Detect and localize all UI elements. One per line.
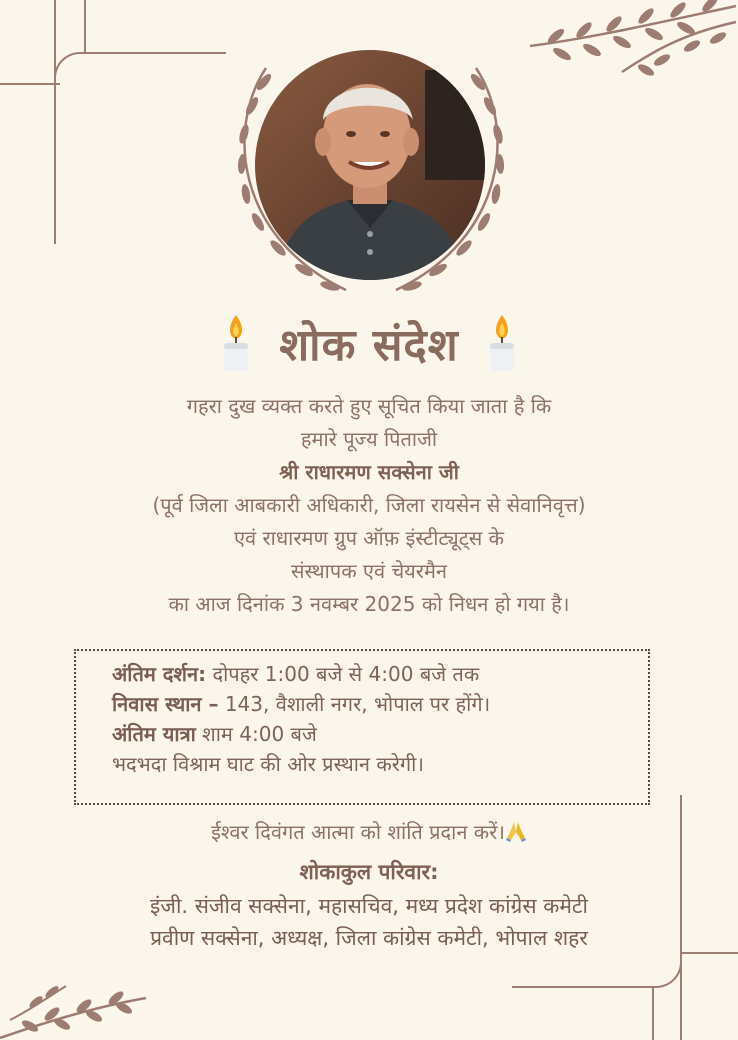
yatra-label: अंतिम यात्रा <box>112 722 196 746</box>
details-box <box>74 649 650 805</box>
yatra-value: शाम 4:00 बजे <box>195 722 317 746</box>
family-member: इंजी. संजीव सक्सेना, महासचिव, मध्य प्रदेश कांग्रेस कमेटी <box>150 894 588 918</box>
branch-decoration-bottom-left <box>0 980 150 1040</box>
residence-row <box>112 689 648 719</box>
prayer-line <box>0 815 738 849</box>
intro-line: संस्थापक एवं चेयरमैन <box>290 559 447 583</box>
page-title: शोक संदेश <box>279 320 459 371</box>
portrait-photo <box>255 50 485 280</box>
intro-line: एवं राधारमण ग्रुप ऑफ़ इंस्टीट्यूट्स के <box>233 526 505 550</box>
family-members <box>0 890 738 954</box>
folded-hands-icon <box>505 820 527 842</box>
family-title: शोकाकुल परिवार: <box>299 860 439 884</box>
residence-label: निवास स्थान – <box>112 692 219 716</box>
intro-line: (पूर्व जिला आबकारी अधिकारी, जिला रायसेन से सेवानिवृत्त) <box>152 493 586 517</box>
darshan-value: दोपहर 1:00 बजे से 4:00 बजे तक <box>206 662 480 686</box>
frame-line-top-left-short <box>84 0 86 52</box>
frame-line-bottom-right-short <box>652 986 654 1040</box>
frame-line-top-left-vertical <box>54 0 56 244</box>
intro-message <box>40 390 698 621</box>
prayer-text: ईश्वर दिवंगत आत्मा को शांति प्रदान करें। <box>211 820 505 844</box>
candle-icon <box>485 313 519 373</box>
frame-line-top-left <box>0 83 60 85</box>
family-member: प्रवीण सक्सेना, अध्यक्ष, जिला कांग्रेस कमेटी, भोपाल शहर <box>150 926 588 950</box>
frame-line-top-left-curve <box>54 52 226 114</box>
yatra-row <box>112 719 648 749</box>
branch-decoration-top-right <box>522 0 738 80</box>
residence-value: 143, वैशाली नगर, भोपाल पर होंगे। <box>218 692 491 716</box>
intro-line: का आज दिनांक 3 नवम्बर 2025 को निधन हो गया है। <box>168 592 570 616</box>
darshan-row <box>112 659 648 689</box>
darshan-label: अंतिम दर्शन: <box>112 662 207 686</box>
deceased-name: श्री राधारमण सक्सेना जी <box>279 460 459 484</box>
intro-line: हमारे पूज्य पिताजी <box>300 427 438 451</box>
title-row <box>0 308 738 378</box>
yatra-destination: भदभदा विश्राम घाट की ओर प्रस्थान करेगी। <box>112 752 424 776</box>
portrait-with-wreath <box>226 48 516 306</box>
intro-line: गहरा दुख व्यक्त करते हुए सूचित किया जाता है कि <box>186 394 552 418</box>
candle-icon <box>219 313 253 373</box>
